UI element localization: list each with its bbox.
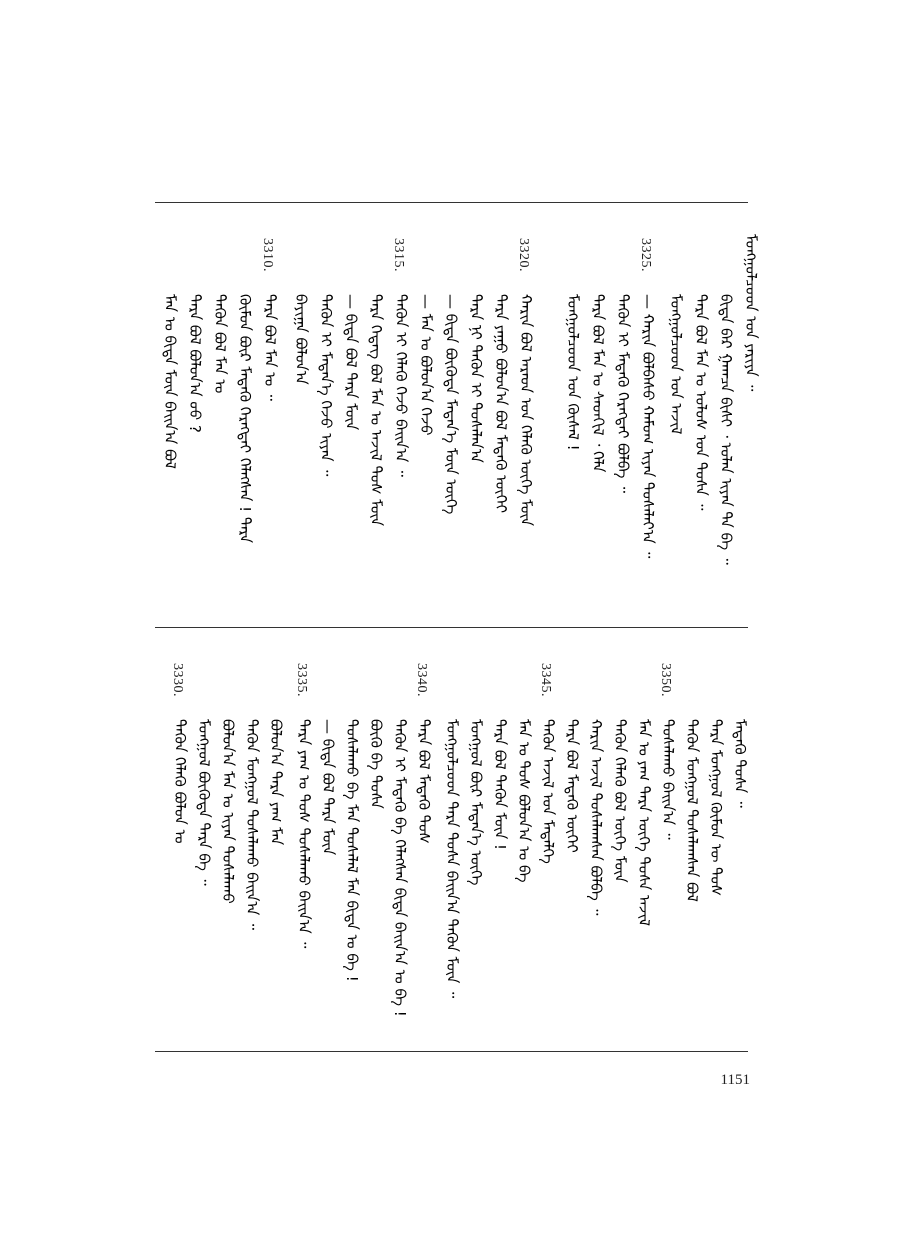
line-number: 3340. — [414, 663, 429, 697]
line-text: ᠪᠢᠳᠡ ᠪᠡᠷ ᠭᠠᠭᠴᠠ ᠪᠢᠰᠢ ᠂ ᠣᠯᠠᠨ ᠢᠶᠡᠨ ᠲᠡ ᠪᠡ ᠃ — [717, 294, 735, 565]
lower-text-block — [155, 657, 748, 1037]
line-text: ᠲᠡᠭᠦᠨ ᠢ ᠬᠡᠯᠡᠬᠦ ᠭᠡᠵᠦ ᠪᠠᠢᠨ᠎ᠠ ᠃ — [392, 294, 410, 477]
line-text: ᠮᠣᠩᠭᠣᠯᠴᠤᠳ ᠤᠨ ᠶᠠᠷᠢᠶᠠ ᠃ — [742, 234, 760, 392]
line-text: — ᠬᠠᠷᠢᠨ ᠪᠣᠯᠪᠠᠰᠤ ᠬᠠᠮᠤᠭ ᠢᠶᠡᠨ ᠲᠤᠰᠠᠯᠠᠶ᠎ᠠ ᠃ — [639, 294, 657, 559]
line-text: ᠲᠡᠷᠡ ᠪᠣᠯ ᠮᠡᠳᠡᠬᠦ ᠲᠤᠰ — [415, 719, 433, 844]
line-text: ᠲᠡᠭᠦᠨ ᠬᠡᠯᠡᠬᠦ ᠪᠣᠯ ᠦᠭᠡ ᠮᠦᠨ — [611, 719, 629, 883]
line-number: 3335. — [294, 663, 309, 697]
line-text: — ᠮᠠᠨ ᠤ ᠪᠣᠯᠤᠨ᠎ᠠ ᠭᠡᠵᠦ — [417, 294, 435, 436]
line-text: ᠲᠡᠷᠡ ᠪᠣᠯ ᠮᠠᠨ ᠤ ᠃ — [261, 294, 279, 401]
top-rule — [155, 202, 748, 203]
line-text: ᠲᠡᠭᠦᠨ ᠬᠡᠯᠡᠬᠦ ᠪᠣᠯᠤᠨ ᠤ — [171, 719, 189, 844]
line-text: ᠮᠠᠨ ᠤ ᠶᠠᠭ ᠲᠡᠷᠡ ᠦᠭᠡ ᠲᠤᠰᠠ ᠠᠵᠢᠯ — [635, 719, 653, 926]
line-text: ᠮᠠᠨ ᠤ ᠪᠢᠳᠡ ᠮᠦᠨ ᠪᠠᠢᠨ᠎ᠠ ᠪᠣᠯ — [161, 294, 179, 469]
line-text: ᠲᠡᠷᠡ ᠪᠣᠯ ᠮᠡᠳᠡᠬᠦ ᠦᠭᠡᠢ — [563, 719, 581, 853]
line-text: ᠲᠤᠰᠠᠯᠠᠬᠤ ᠪᠠ ᠮᠠᠨ ᠲᠤᠰᠠᠯᠠᠯ ᠮᠠᠨ ᠪᠢᠳᠡ ᠤ ᠪᠠ ! — [343, 719, 361, 982]
line-text: ᠲᠡᠷᠡ ᠪᠣᠯ ᠪᠣᠯᠤᠨ᠎ᠠ ᠦᠦ ? — [186, 294, 204, 433]
line-text: ᠲᠡᠭᠦᠨ ᠪᠣᠯ ᠮᠠᠨ ᠤ — [211, 294, 229, 394]
line-text: ᠲᠡᠭᠦᠨ ᠮᠣᠩᠭᠣᠯ ᠲᠤᠰᠠᠯᠠᠬᠤ ᠪᠠᠢᠨ᠎ᠠ ᠃ — [243, 719, 261, 930]
line-text: ᠮᠣᠩᠭᠣᠯ ᠪᠦᠭᠦᠳᠡ ᠲᠡᠷᠡ ᠪᠠ ᠃ — [195, 719, 213, 886]
line-text: ᠲᠡᠷᠡ ᠶᠠᠭᠤ ᠪᠣᠯᠤᠨ᠎ᠠ ᠪᠣᠯ ᠮᠡᠳᠡᠬᠦ ᠦᠭᠡᠢ — [492, 294, 510, 514]
line-text: ᠲᠡᠷᠡ ᠪᠣᠯ ᠲᠡᠭᠦᠨ ᠮᠦᠨ ! — [491, 719, 509, 851]
line-text: ᠲᠡᠭᠦᠨ ᠢ ᠮᠡᠳᠡᠨ᠎ᠡ ᠭᠡᠵᠦ ᠢᠶᠡᠨ ᠃ — [317, 294, 335, 477]
line-number: 3310. — [260, 238, 275, 272]
line-text: ᠲᠡᠷᠡ ᠪᠣᠯ ᠮᠠᠨ ᠤ ᠤᠯᠤᠰ ᠤᠨ ᠲᠤᠰᠠ ᠃ — [692, 294, 710, 511]
line-text: ᠲᠡᠷᠡ ᠮᠣᠩᠭᠣᠯ ᠬᠦᠮᠦᠨ ᠦ ᠲᠤᠰ — [707, 719, 725, 897]
line-text: ᠮᠣᠩᠭᠣᠯᠴᠤᠳ ᠤᠨ ᠬᠦᠰᠡᠯ ! — [564, 294, 582, 451]
upper-text-block — [155, 232, 760, 612]
line-number: 3325. — [638, 238, 653, 272]
bottom-rule — [155, 1051, 748, 1052]
line-text: ᠲᠡᠭᠦᠨ ᠮᠣᠩᠭᠣᠯ ᠲᠤᠰᠠᠯᠠᠭᠰᠠᠨ ᠪᠣᠯ — [683, 719, 701, 902]
line-text: ᠮᠣᠩᠭᠣᠯᠴᠤᠳ ᠲᠡᠷᠡ ᠲᠤᠰᠠ ᠪᠠᠢᠨ᠎ᠠ ᠲᠡᠭᠦᠨ ᠮᠦᠨ ᠃ — [443, 719, 461, 999]
page-number: 1151 — [720, 1072, 750, 1088]
line-text: ᠪᠠᠶᠢᠭᠠ ᠪᠣᠯᠤᠨ᠎ᠠ — [292, 294, 310, 385]
line-text: — ᠪᠢᠳᠡ ᠪᠣᠯ ᠲᠡᠷᠡ ᠮᠦᠨ — [342, 294, 360, 431]
line-text: ᠬᠠᠷᠢᠨ ᠪᠣᠯ ᠠᠷᠠᠳ ᠤᠨ ᠬᠡᠯᠡᠬᠦ ᠦᠭᠡ ᠮᠦᠨ — [517, 294, 535, 527]
line-text: — ᠪᠢᠳᠡ ᠪᠦᠭᠦᠳᠡ ᠮᠡᠳᠡᠨ᠎ᠡ ᠮᠦᠨ ᠦᠭᠡ — [442, 294, 460, 515]
line-number: 3345. — [538, 663, 553, 697]
line-text: ᠮᠠᠨ ᠤ ᠲᠤᠰ ᠪᠣᠯᠤᠨ᠎ᠠ ᠤ ᠪᠠ — [515, 719, 533, 883]
line-text: ᠲᠡᠭᠦᠨ ᠢ ᠮᠡᠳᠡᠬᠦ ᠬᠡᠷᠡᠭᠲᠡᠢ ᠪᠣᠯᠪᠠ ᠃ — [614, 294, 632, 493]
line-text: ᠲᠡᠷᠡ ᠨᠢ ᠲᠡᠭᠦᠨ ᠢ ᠲᠤᠰᠠᠯᠠᠨ᠎ᠠ — [467, 294, 485, 463]
line-text: ᠮᠣᠩᠭᠣᠯ ᠪᠦᠷ ᠮᠡᠳᠡᠨ᠎ᠡ ᠦᠭᠡ — [467, 719, 485, 886]
line-number: 3330. — [170, 663, 185, 697]
line-text: ᠪᠣᠯᠤᠨ᠎ᠠ ᠲᠡᠷᠡ ᠶᠠᠭ ᠮᠠᠨ — [267, 719, 285, 846]
line-text: ᠮᠣᠩᠭᠣᠯᠴᠤᠳ ᠤᠨ ᠠᠵᠢᠯ — [667, 294, 685, 435]
middle-rule — [155, 627, 748, 628]
line-text: ᠪᠣᠯᠤᠨ᠎ᠠ ᠮᠠᠨ ᠤ ᠢᠶᠡᠨ ᠲᠤᠰᠠᠯᠠᠬᠤ — [219, 719, 237, 904]
line-text: ᠮᠡᠳᠡᠬᠦ ᠲᠤᠰᠠ ᠃ — [731, 719, 749, 808]
line-text: ᠪᠦᠬᠦ ᠪᠠ ᠲᠤᠰᠠ — [367, 719, 385, 809]
line-text: ᠲᠡᠭᠦᠨ ᠢ ᠮᠡᠳᠡᠬᠦ ᠪᠠ ᠬᠡᠯᠡᠭᠰᠡᠨ ᠪᠢᠳᠡ ᠪᠠᠢᠨ᠎ᠠ ᠤ ᠪᠠ ! — [391, 719, 409, 1017]
line-text: ᠲᠡᠷᠡ ᠭᠡᠳᠡᠭ ᠪᠣᠯ ᠮᠠᠨ ᠤ ᠠᠵᠢᠯ ᠲᠤᠰ ᠮᠦᠨ — [367, 294, 385, 527]
line-number: 3350. — [658, 663, 673, 697]
line-text: ᠲᠤᠰᠠᠯᠠᠬᠤ ᠪᠠᠢᠨ᠎ᠠ ᠃ — [659, 719, 677, 840]
line-text: ᠲᠡᠭᠦᠨ ᠠᠵᠢᠯ ᠤᠨ ᠮᠡᠳᠡᠯᠭᠡ — [539, 719, 557, 864]
line-text: — ᠪᠢᠳᠡ ᠪᠣᠯ ᠲᠡᠷᠡ ᠮᠦᠨ — [319, 719, 337, 856]
line-text: ᠬᠠᠷᠢᠨ ᠠᠵᠢᠯ ᠲᠤᠰᠠᠯᠠᠭᠰᠠᠨ ᠪᠣᠯᠪᠠ ᠃ — [587, 719, 605, 916]
line-text: ᠲᠡᠷᠡ ᠶᠠᠭ ᠤ ᠲᠤᠰ ᠲᠤᠰᠠᠯᠠᠬᠤ ᠪᠠᠢᠨ᠎ᠠ ᠃ — [295, 719, 313, 949]
line-text: ᠬᠦᠮᠦᠨ ᠪᠦᠷ ᠮᠡᠳᠡᠬᠦ ᠬᠡᠷᠡᠭᠲᠡᠢ ᠬᠡᠯᠡᠭᠰᠡᠨ ! ᠲᠡᠷᠡ — [236, 294, 254, 544]
line-text: ᠲᠡᠷᠡ ᠪᠣᠯ ᠮᠠᠨ ᠤ ᠰᠡᠳᠬᠢᠯ ᠂ ᠬᠡᠯᠡ — [589, 294, 607, 473]
line-number: 3315. — [391, 238, 406, 272]
line-number: 3320. — [516, 238, 531, 272]
